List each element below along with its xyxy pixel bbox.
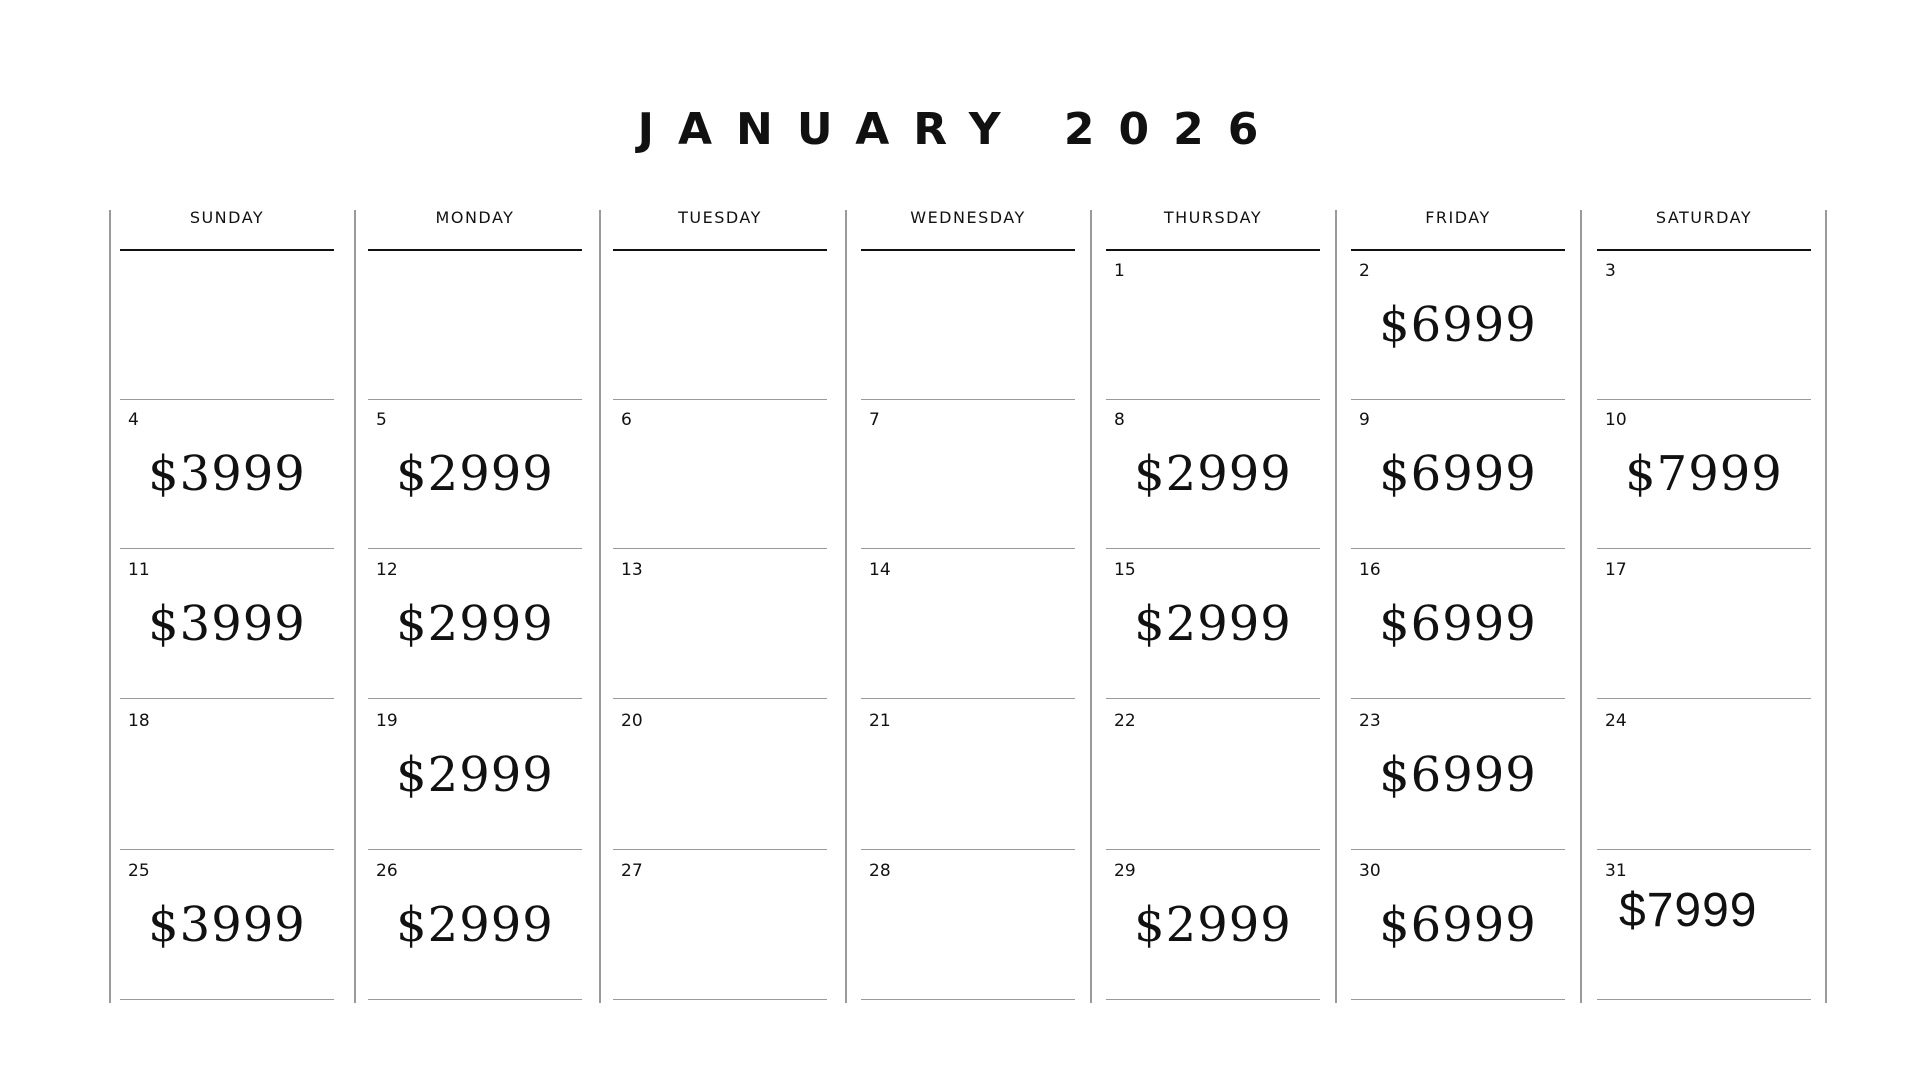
day-number: 2 — [1359, 261, 1370, 281]
day-number: 12 — [376, 560, 398, 580]
calendar-day-cell — [368, 251, 582, 400]
day-number: 25 — [128, 861, 150, 881]
day-number: 1 — [1114, 261, 1125, 281]
price-label: $2999 — [396, 897, 554, 953]
calendar-day-cell — [1106, 550, 1320, 699]
calendar-day-cell — [368, 701, 582, 850]
weekday-header-monday: MONDAY — [435, 208, 515, 227]
calendar-day-cell — [1597, 851, 1811, 1000]
calendar-day-cell — [1597, 251, 1811, 400]
calendar-day-cell — [368, 400, 582, 549]
column-divider — [1090, 210, 1092, 1003]
calendar-day-cell — [120, 701, 334, 850]
column-divider — [1335, 210, 1337, 1003]
calendar-day-cell — [1351, 701, 1565, 850]
price-label: $2999 — [396, 747, 554, 803]
calendar-day-cell — [613, 251, 827, 400]
calendar-day-cell — [613, 400, 827, 549]
weekday-header-sunday: SUNDAY — [189, 208, 265, 227]
price-label: $6999 — [1379, 297, 1537, 353]
day-number: 16 — [1359, 560, 1381, 580]
day-number: 9 — [1359, 410, 1370, 430]
price-label: $6999 — [1379, 596, 1537, 652]
day-number: 13 — [621, 560, 643, 580]
price-label: $3999 — [148, 596, 306, 652]
calendar-day-cell — [120, 251, 334, 400]
calendar-day-cell — [613, 851, 827, 1000]
day-number: 4 — [128, 410, 139, 430]
calendar-day-cell — [120, 400, 334, 549]
weekday-header-tuesday: TUESDAY — [678, 208, 762, 227]
column-divider — [599, 210, 601, 1003]
day-number: 8 — [1114, 410, 1125, 430]
day-number: 14 — [869, 560, 891, 580]
price-label: $2999 — [1134, 596, 1292, 652]
calendar-day-cell — [613, 701, 827, 850]
day-number: 27 — [621, 861, 643, 881]
price-label: $2999 — [1134, 897, 1292, 953]
day-number: 19 — [376, 711, 398, 731]
column-divider — [1580, 210, 1582, 1003]
column-divider — [109, 210, 111, 1003]
price-label: $6999 — [1379, 747, 1537, 803]
day-number: 5 — [376, 410, 387, 430]
calendar-day-cell — [861, 550, 1075, 699]
calendar-day-cell — [1351, 550, 1565, 699]
price-label: $6999 — [1379, 446, 1537, 502]
price-label: $2999 — [396, 446, 554, 502]
calendar-day-cell — [1351, 851, 1565, 1000]
weekday-header-saturday: SATURDAY — [1655, 208, 1753, 227]
calendar-day-cell — [1597, 400, 1811, 549]
day-number: 24 — [1605, 711, 1627, 731]
day-number: 10 — [1605, 410, 1627, 430]
day-number: 11 — [128, 560, 150, 580]
calendar-day-cell — [861, 251, 1075, 400]
calendar-day-cell — [1597, 550, 1811, 699]
calendar-day-cell — [1597, 701, 1811, 850]
calendar-title: JANUARY 2026 — [637, 104, 1283, 155]
day-number: 20 — [621, 711, 643, 731]
price-label: $3999 — [148, 897, 306, 953]
day-number: 3 — [1605, 261, 1616, 281]
calendar-day-cell — [861, 701, 1075, 850]
calendar-day-cell — [1106, 251, 1320, 400]
day-number: 26 — [376, 861, 398, 881]
day-number: 29 — [1114, 861, 1136, 881]
day-number: 6 — [621, 410, 632, 430]
calendar-day-cell — [1106, 701, 1320, 850]
day-number: 15 — [1114, 560, 1136, 580]
calendar-day-cell — [120, 851, 334, 1000]
calendar-day-cell — [368, 550, 582, 699]
column-divider — [354, 210, 356, 1003]
day-number: 30 — [1359, 861, 1381, 881]
calendar-day-cell — [368, 851, 582, 1000]
calendar-day-cell — [1106, 851, 1320, 1000]
calendar-day-cell — [120, 550, 334, 699]
day-number: 23 — [1359, 711, 1381, 731]
day-number: 22 — [1114, 711, 1136, 731]
calendar-day-cell — [861, 400, 1075, 549]
weekday-header-thursday: THURSDAY — [1163, 208, 1263, 227]
calendar-day-cell — [861, 851, 1075, 1000]
calendar-day-cell — [1351, 251, 1565, 400]
price-label: $2999 — [1134, 446, 1292, 502]
day-number: 31 — [1605, 861, 1627, 881]
weekday-header-friday: FRIDAY — [1425, 208, 1491, 227]
calendar-day-cell — [1106, 400, 1320, 549]
column-divider — [845, 210, 847, 1003]
day-number: 18 — [128, 711, 150, 731]
price-label: $6999 — [1379, 897, 1537, 953]
price-label: $2999 — [396, 596, 554, 652]
day-number: 7 — [869, 410, 880, 430]
calendar-day-cell — [613, 550, 827, 699]
day-number: 28 — [869, 861, 891, 881]
calendar-day-cell — [1351, 400, 1565, 549]
day-number: 17 — [1605, 560, 1627, 580]
price-label: $7999 — [1625, 446, 1783, 502]
price-label: $3999 — [148, 446, 306, 502]
price-label: $7999 — [1619, 884, 1758, 937]
day-number: 21 — [869, 711, 891, 731]
weekday-header-wednesday: WEDNESDAY — [910, 208, 1026, 227]
